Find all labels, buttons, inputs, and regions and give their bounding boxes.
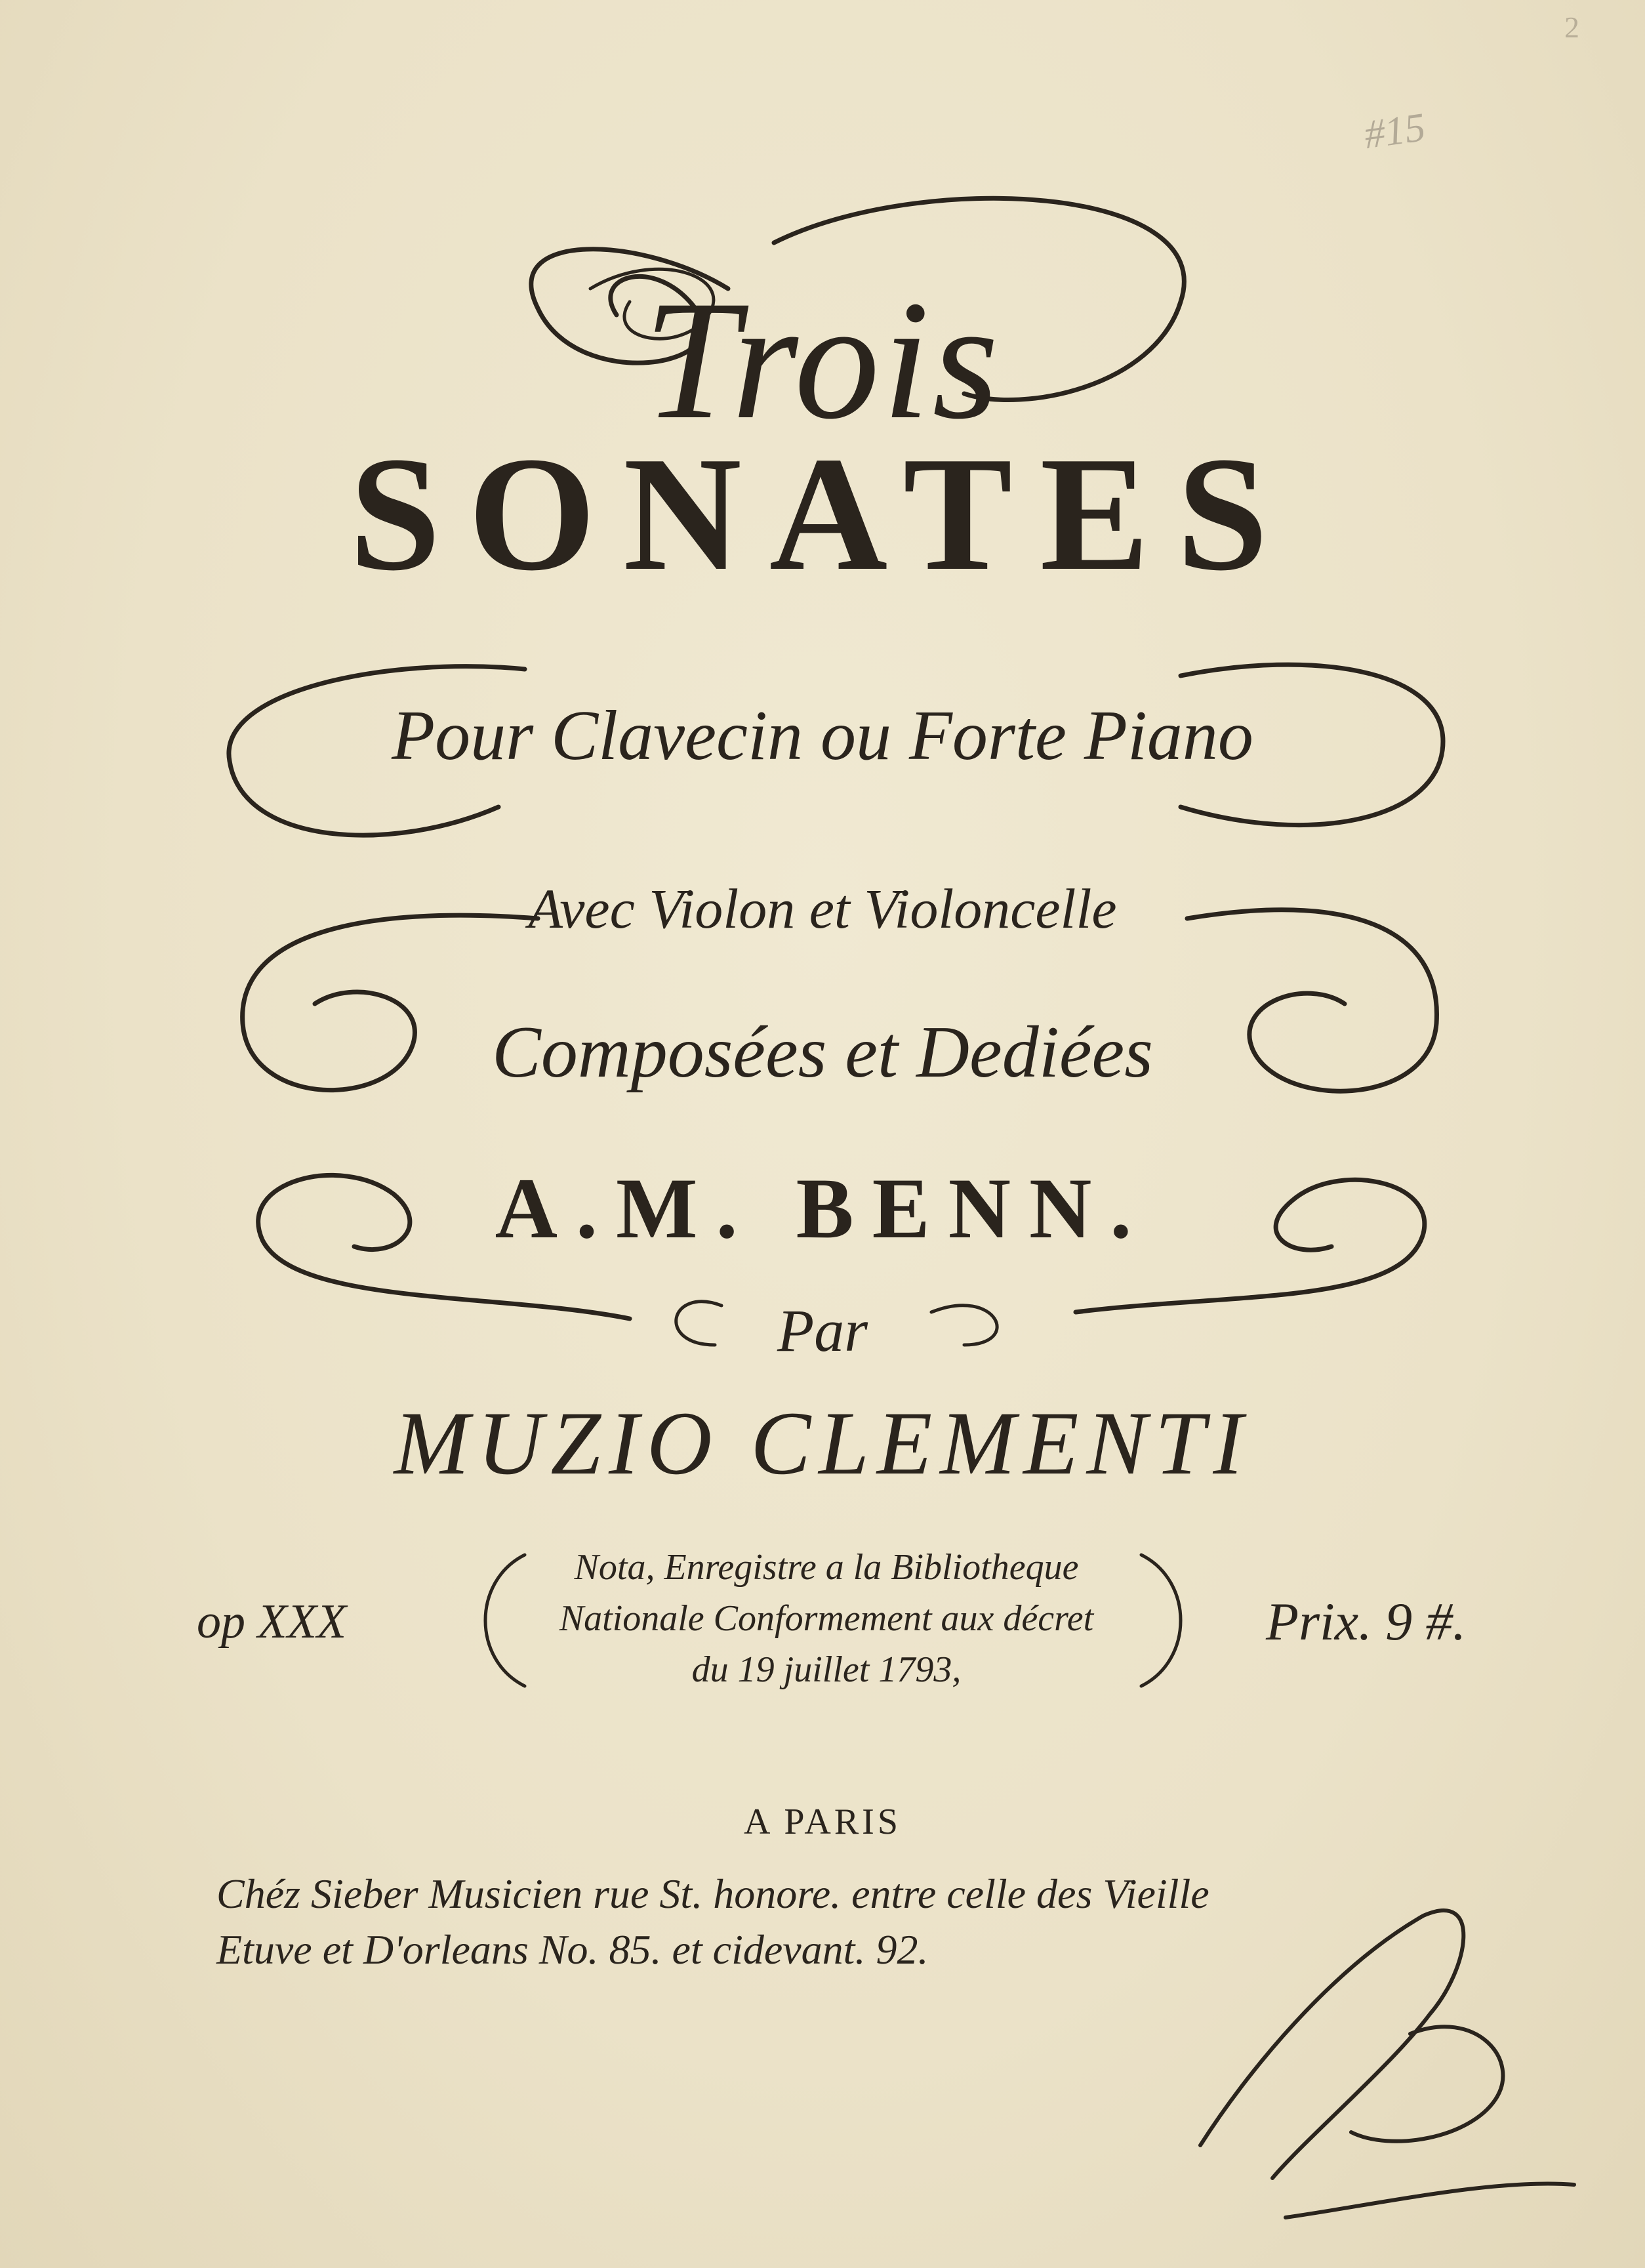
publisher-city: A PARIS (744, 1802, 901, 1842)
nota-line-3: du 19 juillet 1793, (691, 1649, 962, 1690)
subtitle-pour-clavecin: Pour Clavecin ou Forte Piano (392, 697, 1253, 775)
corner-mark: 2 (1564, 10, 1579, 44)
price: Prix. 9 #. (1266, 1592, 1467, 1651)
dedicatee-name: A.M. BENN. (495, 1160, 1150, 1256)
publisher-address-line-2: Etuve et D'orleans No. 85. et cidevant. 92. (216, 1926, 929, 1973)
subtitle-composees: Composées et Dediées (492, 1012, 1153, 1093)
manuscript-mark: #15 (1361, 104, 1429, 158)
publisher-address-line-1: Chéz Sieber Musicien rue St. honore. entre celle des Vieille (216, 1870, 1209, 1917)
subtitle-avec-violon: Avec Violon et Violoncelle (528, 877, 1117, 940)
nota-registration (498, 1542, 1154, 1695)
par-label: Par (777, 1297, 868, 1364)
opus-number: op XXX (197, 1595, 347, 1649)
composer-name: MUZIO CLEMENTI (394, 1393, 1251, 1493)
signature-stroke (1200, 1910, 1574, 2217)
nota-line-1: Nota, Enregistre a la Bibliotheque (574, 1547, 1079, 1588)
nota-line-2: Nationale Conformement aux décret (559, 1598, 1094, 1639)
title-sonates: SONATES (349, 423, 1296, 605)
title-trois: Trois (643, 266, 1002, 455)
